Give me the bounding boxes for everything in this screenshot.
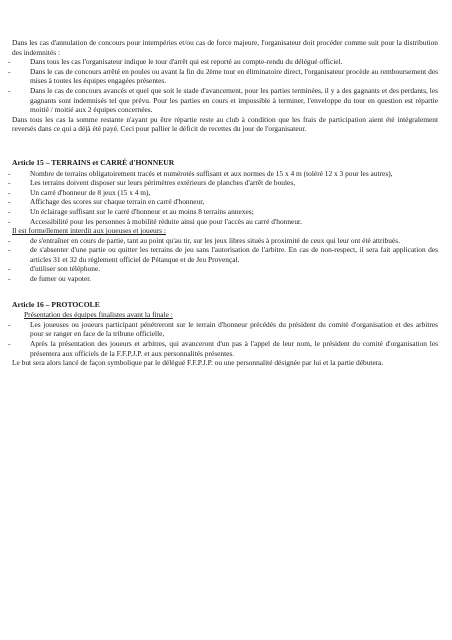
article16-bullet <box>8 339 438 358</box>
dash-mark: - <box>8 216 11 226</box>
article15-bullet <box>8 168 438 179</box>
dash-mark: - <box>8 264 11 274</box>
dash-mark: - <box>8 168 11 178</box>
dash-mark: - <box>8 245 11 255</box>
dash-mark: - <box>8 178 11 188</box>
intro-bullet <box>8 57 438 67</box>
forbidden-bullet-text: d'utiliser son téléphone. <box>30 264 101 274</box>
article15-bullet-text: Les terrains doivent disposer sur leurs périmètres extérieurs de planches d'arrêt de boules, <box>30 178 296 188</box>
dash-mark: - <box>8 206 11 216</box>
article16-bullet <box>8 319 438 339</box>
forbidden-heading: Il est formellement interdit aux joueuses et joueurs : <box>12 226 166 236</box>
intro-closing-paragraph: Dans tous les cas la somme restante n'ayant pu être répartie reste au club à condition que les frais de participation aient été intégralement reversés dans ce qui a déjà été payé. Ceci pour pallier le déficit de recettes du jour de l'organisateur. <box>12 114 438 134</box>
article15-bullet <box>8 206 438 217</box>
dash-mark: - <box>8 319 11 329</box>
forbidden-bullet <box>8 264 438 274</box>
intro-bullet-text: Dans le cas de concours avancés et quel que soit le stade d'avancement, pour les parties terminées, il y a des gagnants et des perdants, les gagnants sont indemnisés tel que prévu. Pour les parties en cours et impossible à terminer, l'enveloppe du tour en question est répartie moitié / moitié aux 2 équipes concernées. <box>30 85 438 115</box>
dash-mark: - <box>8 187 11 197</box>
intro-paragraph: Dans les cas d'annulation de concours pour intempéries et/ou cas de force majeure, l'organisateur doit procéder comme suit pour la distribution des indemnités : <box>12 38 438 57</box>
dash-mark: - <box>8 85 11 95</box>
forbidden-bullet-text: de fumer ou vapoter. <box>30 274 92 284</box>
article16-subtitle: Présentation des équipes finalistes avant la finale : <box>24 310 173 320</box>
article15-bullet <box>8 187 438 198</box>
article15-bullet-text: Affichage des scores sur chaque terrain en carré d'honneur, <box>30 197 205 207</box>
article15-bullet-text: Accessibilité pour les personnes à mobilité réduite ainsi que pour l'accès au carré d'honneur. <box>30 216 302 226</box>
article16-bullet-text: Les joueuses ou joueurs participant pénétreront sur le terrain d'honneur précédés du président du comité d'organisation et des arbitres pour se ranger en face de la tribune officielle, <box>30 319 438 339</box>
article15-bullet <box>8 178 438 188</box>
dash-mark: - <box>8 197 11 207</box>
spacer <box>12 134 438 158</box>
forbidden-bullet <box>8 274 438 284</box>
dash-mark: - <box>8 235 11 245</box>
article16-title: Article 16 – PROTOCOLE <box>12 299 100 309</box>
article16-closing-paragraph: Le but sera alors lancé de façon symbolique par le délégué F.F.P.J.P. ou une personnalité désignée par lui et la partie débutera. <box>12 358 384 368</box>
forbidden-bullet <box>8 245 438 264</box>
intro-bullet <box>8 66 438 86</box>
article15-title: Article 15 – TERRAINS et CARRÉ d'HONNEUR <box>12 157 175 167</box>
spacer <box>12 284 438 300</box>
article15-bullet <box>8 197 438 207</box>
dash-mark: - <box>8 66 11 76</box>
intro-bullet-text: Dans tous les cas l'organisateur indique le tour d'arrêt qui est reporté au compte-rendu du délégué officiel. <box>30 57 343 67</box>
article16-bullet-text: Après la présentation des joueurs et arbitres, qui avanceront d'un pas à l'appel de leur nom, le président du comité d'organisation les présentera aux officiels de la F.F.P.J.P. et aux personnalités présentes. <box>30 339 438 358</box>
intro-bullet-text: Dans le cas de concours arrêté en poules ou avant la fin du 2ème tour en éliminatoire direct, l'organisateur procède au remboursement des mises à toutes les équipes engagées présentes. <box>30 66 438 86</box>
article15-bullet <box>8 216 438 227</box>
article15-bullet-text: Un carré d'honneur de 8 jeux (15 x 4 m), <box>30 187 151 197</box>
article15-bullet-text: Un éclairage suffisant sur le carré d'honneur et au moins 8 terrains annexes; <box>30 206 254 216</box>
dash-mark: - <box>8 57 11 67</box>
dash-mark: - <box>8 339 11 349</box>
forbidden-bullet-text: de s'entraîner en cours de partie, tant au point qu'au tir, sur les jeux libres situés à proximité de ceux qui leur ont été attribués. <box>30 235 400 245</box>
dash-mark: - <box>8 274 11 284</box>
intro-bullet <box>8 85 438 115</box>
forbidden-bullet <box>8 235 438 246</box>
forbidden-bullet-text: de s'absenter d'une partie ou quitter les terrains de jeu sans l'autorisation de l'arbitre. En cas de non-respect, il sera fait application des articles 31 et 32 du règlement officiel de Pétanque et de Jeu Provençal. <box>30 245 438 264</box>
article15-bullet-text: Nombre de terrains obligatoirement tracés et numérotés suffisant et aux normes de 15 x 4 m (toléré 12 x 3 pour les autres), <box>30 168 393 178</box>
